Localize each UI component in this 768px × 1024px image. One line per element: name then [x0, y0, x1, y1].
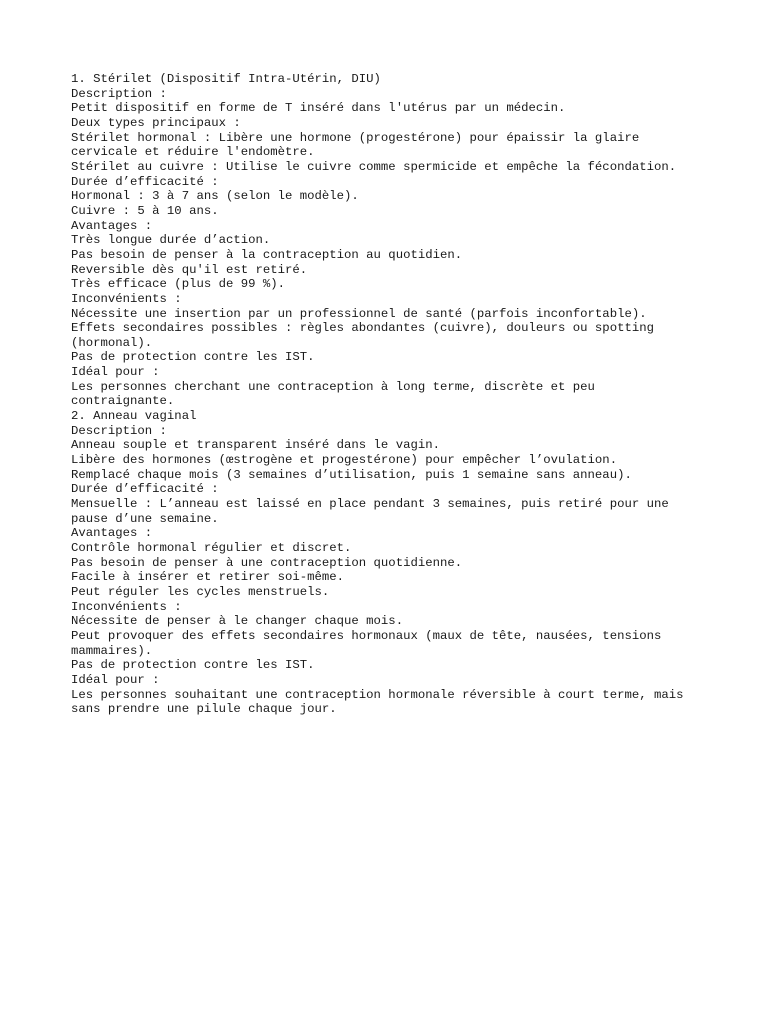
document-page	[71, 72, 711, 717]
text-line: Anneau souple et transparent inséré dans le vagin.	[71, 438, 440, 453]
text-line: Deux types principaux :	[71, 115, 241, 130]
text-line: mammaires).	[71, 643, 153, 658]
text-line: Peut réguler les cycles menstruels.	[71, 584, 330, 599]
text-line: Description :	[71, 423, 167, 438]
text-line: Hormonal : 3 à 7 ans (selon le modèle).	[71, 189, 359, 204]
text-line: Durée d’efficacité :	[71, 482, 219, 497]
text-line: Idéal pour :	[71, 365, 160, 380]
text-line: Très efficace (plus de 99 %).	[71, 277, 286, 292]
text-line: Pas besoin de penser à la contraception au quotidien.	[71, 247, 463, 262]
text-line: Mensuelle : L’anneau est laissé en place pendant 3 semaines, puis retiré pour une	[71, 497, 669, 512]
text-line: Nécessite une insertion par un professionnel de santé (parfois inconfortable).	[71, 306, 647, 321]
text-line: Libère des hormones (œstrogène et progestérone) pour empêcher l’ovulation.	[71, 453, 618, 468]
text-line: Stérilet au cuivre : Utilise le cuivre comme spermicide et empêche la fécondation.	[71, 159, 677, 174]
text-line: 2. Anneau vaginal	[71, 409, 197, 424]
text-line: Les personnes souhaitant une contraception hormonale réversible à court terme, mais	[71, 687, 684, 702]
text-line: contraignante.	[71, 394, 175, 409]
text-line: Facile à insérer et retirer soi-même.	[71, 570, 345, 585]
text-line: Effets secondaires possibles : règles abondantes (cuivre), douleurs ou spotting	[71, 321, 654, 336]
text-line: Les personnes cherchant une contraception à long terme, discrète et peu	[71, 379, 595, 394]
text-line: Peut provoquer des effets secondaires hormonaux (maux de tête, nausées, tensions	[71, 628, 662, 643]
text-line: Pas besoin de penser à une contraception quotidienne.	[71, 555, 463, 570]
text-line: Avantages :	[71, 526, 153, 541]
text-line: Pas de protection contre les IST.	[71, 350, 315, 365]
text-line: cervicale et réduire l'endomètre.	[71, 145, 315, 160]
text-line: 1. Stérilet (Dispositif Intra-Utérin, DIU)	[71, 72, 381, 86]
text-line: Idéal pour :	[71, 672, 160, 687]
document-body	[71, 72, 711, 717]
text-line: Contrôle hormonal régulier et discret.	[71, 541, 352, 555]
text-line: Durée d’efficacité :	[71, 174, 219, 189]
text-line: sans prendre une pilule chaque jour.	[71, 702, 337, 717]
text-line: Remplacé chaque mois (3 semaines d’utilisation, puis 1 semaine sans anneau).	[71, 467, 632, 482]
text-line: Reversible dès qu'il est retiré.	[71, 262, 308, 277]
text-line: Avantages :	[71, 218, 153, 233]
text-line: Description :	[71, 86, 167, 101]
text-line: Nécessite de penser à le changer chaque mois.	[71, 614, 404, 629]
text-line: Stérilet hormonal : Libère une hormone (progestérone) pour épaissir la glaire	[71, 130, 640, 145]
text-line: Petit dispositif en forme de T inséré dans l'utérus par un médecin.	[71, 101, 566, 116]
text-line: Pas de protection contre les IST.	[71, 658, 315, 673]
text-line: Cuivre : 5 à 10 ans.	[71, 203, 219, 218]
text-line: Inconvénients :	[71, 599, 182, 614]
text-line: (hormonal).	[71, 335, 153, 350]
text-line: pause d’une semaine.	[71, 511, 219, 526]
text-line: Très longue durée d’action.	[71, 233, 271, 248]
text-line: Inconvénients :	[71, 291, 182, 306]
